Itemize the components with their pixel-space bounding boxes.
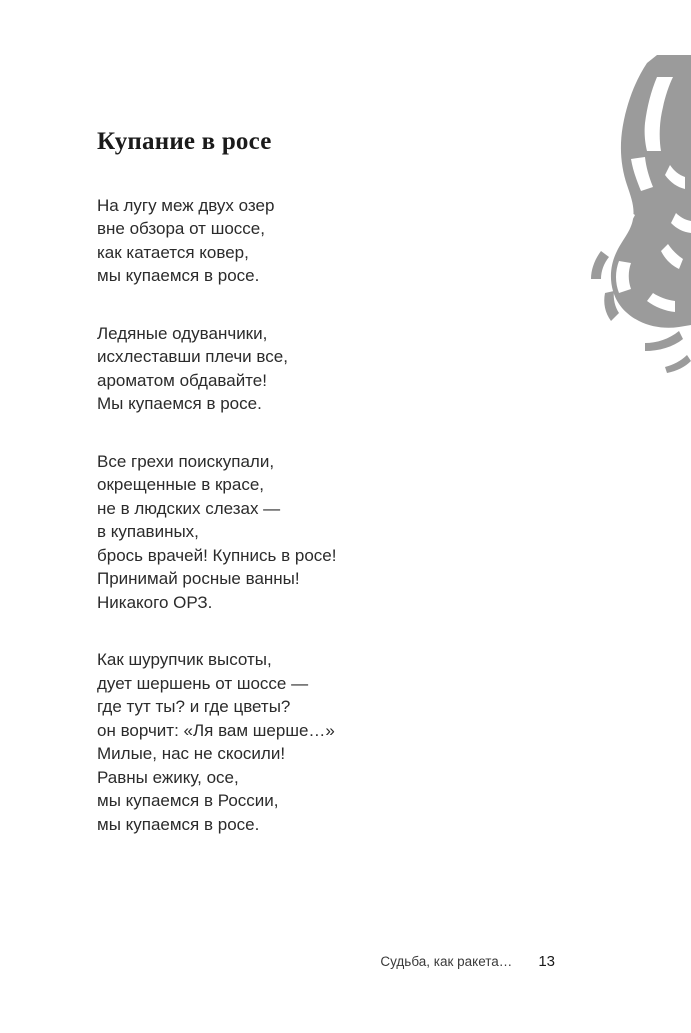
poem-line: не в людских слезах — [97,498,281,518]
poem-stanza [97,648,497,836]
poem-line: в купавиных, [97,522,199,541]
poem-line: дует шершень от шоссе — [97,673,309,693]
poem-line: вне обзора от шоссе, [97,219,265,238]
running-title: Судьба, как ракета… [380,954,513,969]
poem-stanza [97,194,497,288]
page-number: 13 [538,953,555,970]
poem-line: мы купаемся в росе. [97,266,260,285]
poem-line: На лугу меж двух озер [97,195,275,215]
poem-line: мы купаемся в росе. [97,814,260,834]
poem-line: как катается ковер, [97,242,249,262]
poem-line: Никакого ОРЗ. [97,592,213,612]
ink-silhouette-portrait-decoration [561,55,691,375]
poem-line: Равны ежику, осе, [97,767,239,787]
poem-line: Принимай росные ванны! [97,569,300,588]
poem-stanza [97,450,497,615]
poem-line: Как шурупчик высоты, [97,650,272,669]
poem-line: где тут ты? и где цветы? [97,697,291,716]
poem-line: Милые, нас не скосили! [97,744,286,763]
poem-stanza [97,322,497,416]
poem-title: Купание в росе [97,128,272,155]
poem-line: Ледяные одуванчики, [97,323,268,343]
poem-line: исхлеставши плечи все, [97,347,288,366]
page-footer [0,953,691,970]
poem-line: Все грехи поискупали, [97,451,275,471]
poem-content [97,128,497,836]
poem-line: окрещенные в красе, [97,475,265,494]
poem-line: ароматом обдавайте! [97,370,267,390]
poem-line: он ворчит: «Ля вам шерше…» [97,720,335,740]
poem-line: мы купаемся в России, [97,791,279,810]
poem-line: брось врачей! Купнись в росе! [97,545,337,565]
poem-line: Мы купаемся в росе. [97,394,262,413]
